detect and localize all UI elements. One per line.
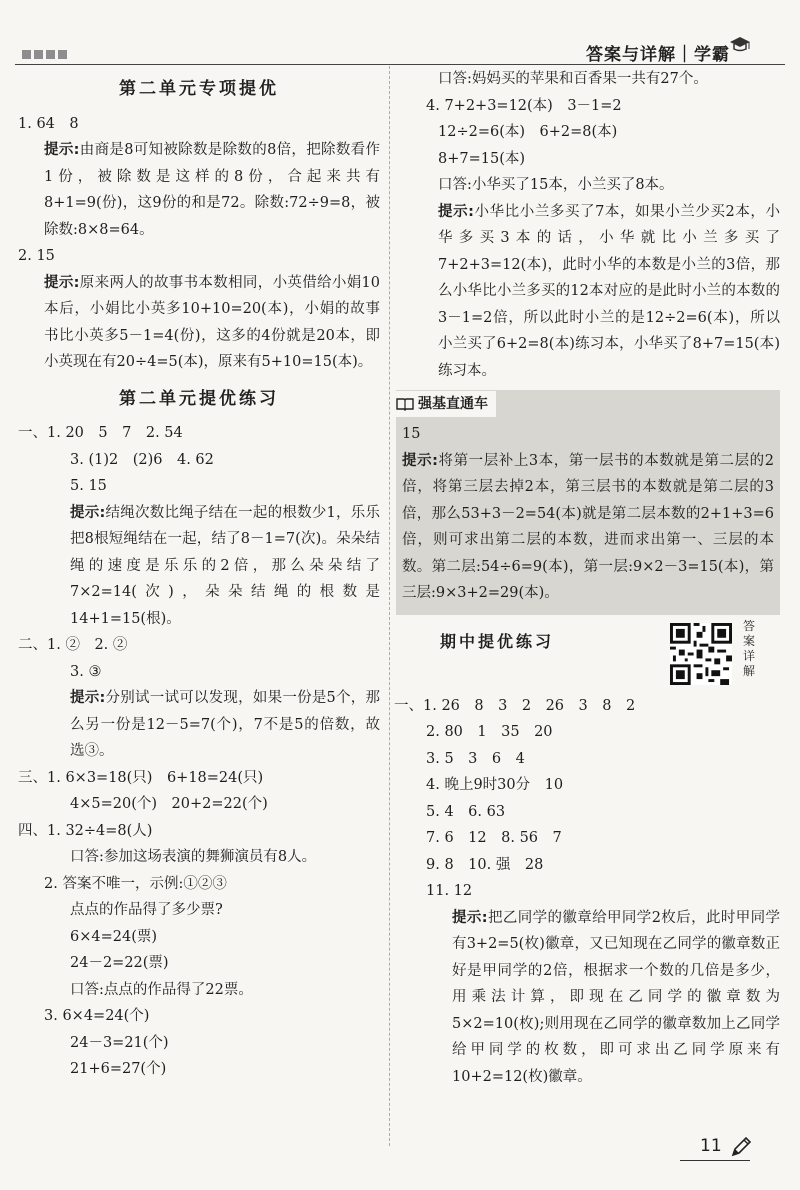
hint-label: 提示: [452, 909, 488, 926]
hint-paragraph [400, 905, 780, 1091]
hint-text: 由商是8可知被除数是除数的8倍，把除数看作1份，被除数是这样的8份，合起来共有8+1=9(份)，这9份的和是72。除数:72÷9=8，被除数:8×8=64。 [44, 142, 380, 238]
hint-paragraph [18, 270, 380, 376]
strong-foundation-box [396, 390, 780, 615]
midterm-header [400, 615, 780, 693]
answer-line: 3. 5 3 6 4 [426, 750, 525, 767]
hint-paragraph [402, 448, 774, 607]
answer-line: 9. 8 10. 强 28 [426, 856, 544, 873]
answer-line: 3. 6×4=24(个) [44, 1008, 150, 1024]
pencil-icon [730, 1136, 752, 1158]
section-title-unit2-special: 第二单元专项提优 [119, 79, 279, 99]
box-title [396, 391, 496, 417]
section-title-midterm: 期中提优练习 [440, 631, 555, 651]
answer-line: 2. 80 1 35 20 [426, 724, 553, 740]
right-column [394, 66, 780, 1090]
hint-paragraph [18, 685, 380, 765]
box-answer: 15 [402, 426, 421, 442]
hint-label: 提示: [438, 203, 474, 220]
hint-text: 原来两人的故事书本数相同，小英借给小娟10本后，小娟比小英多10+10=20(本)，小娟的故事书比小英多5－1=4(份)，这多的4份就是20本，即小英现在有20÷4=5(本)，原来有5+10=15(本)。 [44, 274, 380, 370]
hint-text: 把乙同学的徽章给甲同学2枚后，此时甲同学有3+2=5(枚)徽章，又已知现在乙同学的徽章数正好是甲同学的2倍，根据求一个数的几倍是多少，用乘法计算，即现在乙同学的徽章数为5×2=10(枚);则用现在乙同学的徽章数加上乙同学给甲同学的枚数，即可求出乙同学原来有10+2=12(枚)徽章。 [452, 909, 780, 1085]
page-number: 11 [700, 1136, 722, 1156]
answer-line: 3. ③ [70, 663, 102, 680]
answer-line: 2. 答案不唯一，示例:①②③ [44, 875, 227, 892]
answer-line: 口答:小华买了15本，小兰买了8本。 [438, 177, 674, 193]
answer-line: 四、1. 32÷4=8(人) [18, 822, 153, 839]
footer-rule [680, 1160, 750, 1161]
section-title-unit2-practice: 第二单元提优练习 [119, 388, 279, 409]
answer-line: 7. 6 12 8. 56 7 [426, 830, 562, 846]
answer-line: 口答:参加这场表演的舞狮演员有8人。 [70, 849, 317, 865]
answer-line: 4. 7+2+3=12(本) 3－1=2 [426, 97, 622, 114]
column-divider [389, 66, 390, 1146]
graduation-cap-icon [730, 34, 750, 54]
qr-code-icon[interactable] [670, 623, 732, 685]
answer-line: 4×5=20(个) 20+2=22(个) [70, 796, 268, 812]
hint-paragraph [18, 500, 380, 633]
open-book-icon [396, 397, 414, 411]
answer-line: 口答:妈妈买的苹果和百香果一共有27个。 [438, 71, 708, 87]
answer-line: 3. (1)2 (2)6 4. 62 [70, 451, 214, 468]
header-title: 答案与详解｜学霸 [586, 45, 730, 65]
answer-line: 24－2=22(票) [70, 955, 169, 971]
hint-text: 小华比小兰多买了7本，如果小兰少买2本，小华多买3本的话，小华就比小兰多买了7+2+3=12(本)，此时小华的本数是小兰的3倍，那么小华比小兰多买的12本对应的是此时小兰的本数的3－1=2倍，所以此时小兰的是12÷2=6(本)，所以小兰买了6+2=8(本)练习本，小华买了8+7=15(本)练习本。 [438, 203, 780, 379]
hint-label: 提示: [70, 690, 106, 706]
answer-line: 4. 晚上9时30分 10 [426, 777, 564, 793]
answer-line: 5. 15 [70, 478, 107, 494]
answer-line: 8+7=15(本) [438, 150, 526, 167]
qr-caption: 答案详解 [742, 618, 755, 678]
hint-text: 将第一层补上3本，第一层书的本数就是第二层的2倍，将第三层去掉2本，第三层书的本数就是第二层的3倍，那么53+3－2=54(本)就是第二层本数的2+1+3=6倍，则可求出第二层的本数，进而求出第一、三层的本数。第二层:54÷6=9(本)，第一层:9×2－3=15(本)，第三层:9×3+2=29(本)。 [402, 452, 774, 601]
answer-line: 三、1. 6×3=18(只) 6+18=24(只) [18, 769, 264, 786]
answer-line: 12÷2=6(本) 6+2=8(本) [438, 124, 618, 140]
answer-line: 5. 4 6. 63 [426, 803, 506, 820]
hint-paragraph [18, 137, 380, 243]
hint-label: 提示: [44, 142, 80, 158]
answer-line: 二、1. ② 2. ② [18, 637, 128, 653]
box-title-text: 强基直通车 [418, 395, 488, 412]
answer-line: 2. 15 [18, 248, 55, 264]
answer-line: 一、1. 20 5 7 2. 54 [18, 425, 183, 441]
answer-line: 21+6=27(个) [70, 1061, 167, 1077]
answer-line: 点点的作品得了多少票? [70, 902, 223, 918]
answer-line: 24－3=21(个) [70, 1034, 169, 1051]
header-decoration [22, 50, 67, 59]
hint-label: 提示: [44, 274, 80, 291]
answer-line: 6×4=24(票) [70, 928, 158, 945]
left-column [18, 66, 380, 1083]
hint-paragraph [400, 199, 780, 385]
header-rule [15, 64, 785, 65]
answer-line: 一、1. 26 8 3 2 26 3 8 2 [394, 697, 636, 714]
page-header [0, 0, 800, 70]
hint-text: 分别试一试可以发现，如果一份是5个，那么另一份是12－5=7(个)，7不是5的倍数，故选③。 [70, 690, 380, 759]
answer-line: 1. 64 8 [18, 115, 79, 132]
answer-line: 口答:点点的作品得了22票。 [70, 981, 253, 998]
hint-text: 结绳次数比绳子结在一起的根数少1，乐乐把8根短绳结在一起，结了8－1=7(次)。朵朵结绳的速度是乐乐的2倍，那么朵朵结了7×2=14(次)，朵朵结绳的根数是14+1=15(根)。 [70, 504, 380, 627]
hint-label: 提示: [402, 452, 438, 469]
hint-label: 提示: [70, 504, 106, 521]
answer-line: 11. 12 [426, 883, 473, 899]
